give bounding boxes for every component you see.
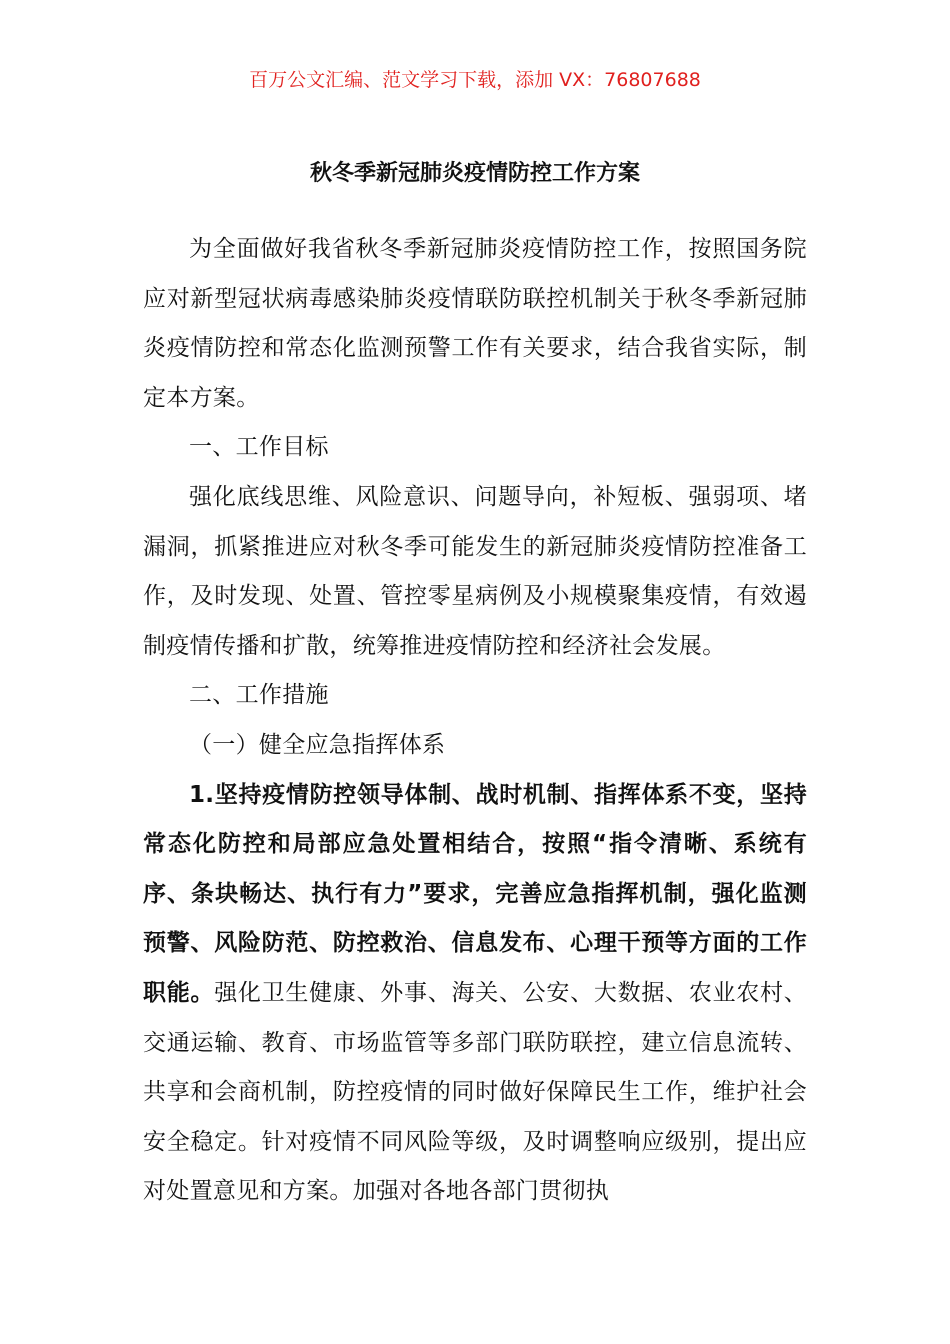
measure-item-1 [143,771,807,1217]
measure-item-1-text: 强化卫生健康、外事、海关、公安、大数据、农业农村、交通运输、教育、市场监管等多部门联防联控，建立信息流转、共享和会商机制，防控疫情的同时做好保障民生工作，维护社会安全稳定。针对疫情不同风险等级，及时调整响应级别，提出应对处置意见和方案。加强对各地各部门贯彻执 [143,979,808,1205]
section-heading-measures: 二、工作措施 [189,682,329,709]
goals-paragraph: 强化底线思维、风险意识、问题导向，补短板、强弱项、堵漏洞，抓紧推进应对秋冬季可能发生的新冠肺炎疫情防控准备工作，及时发现、处置、管控零星病例及小规模聚集疫情，有效遏制疫情传播和扩散，统筹推进疫情防控和经济社会发展。 [143,483,807,659]
subsection-heading-command-system: （一）健全应急指挥体系 [189,731,446,758]
measure-item-1-bold: 1.坚持疫情防控领导体制、战时机制、指挥体系不变，坚持常态化防控和局部应急处置相结合，按照“指令清晰、系统有序、条块畅达、执行有力”要求，完善应急指挥机制，强化监测预警、风险防范、防控救治、信息发布、心理干预等方面的工作职能。 [143,781,807,1006]
intro-paragraph: 为全面做好我省秋冬季新冠肺炎疫情防控工作，按照国务院应对新型冠状病毒感染肺炎疫情联防联控机制关于秋冬季新冠肺炎疫情防控和常态化监测预警工作有关要求，结合我省实际，制定本方案。 [143,236,807,411]
document-body [143,225,807,1217]
document-title: 秋冬季新冠肺炎疫情防控工作方案 [309,161,640,186]
section-heading-goals: 一、工作目标 [189,434,329,461]
header-note: 百万公文汇编、范文学习下载，添加 VX：76807688 [249,69,701,91]
